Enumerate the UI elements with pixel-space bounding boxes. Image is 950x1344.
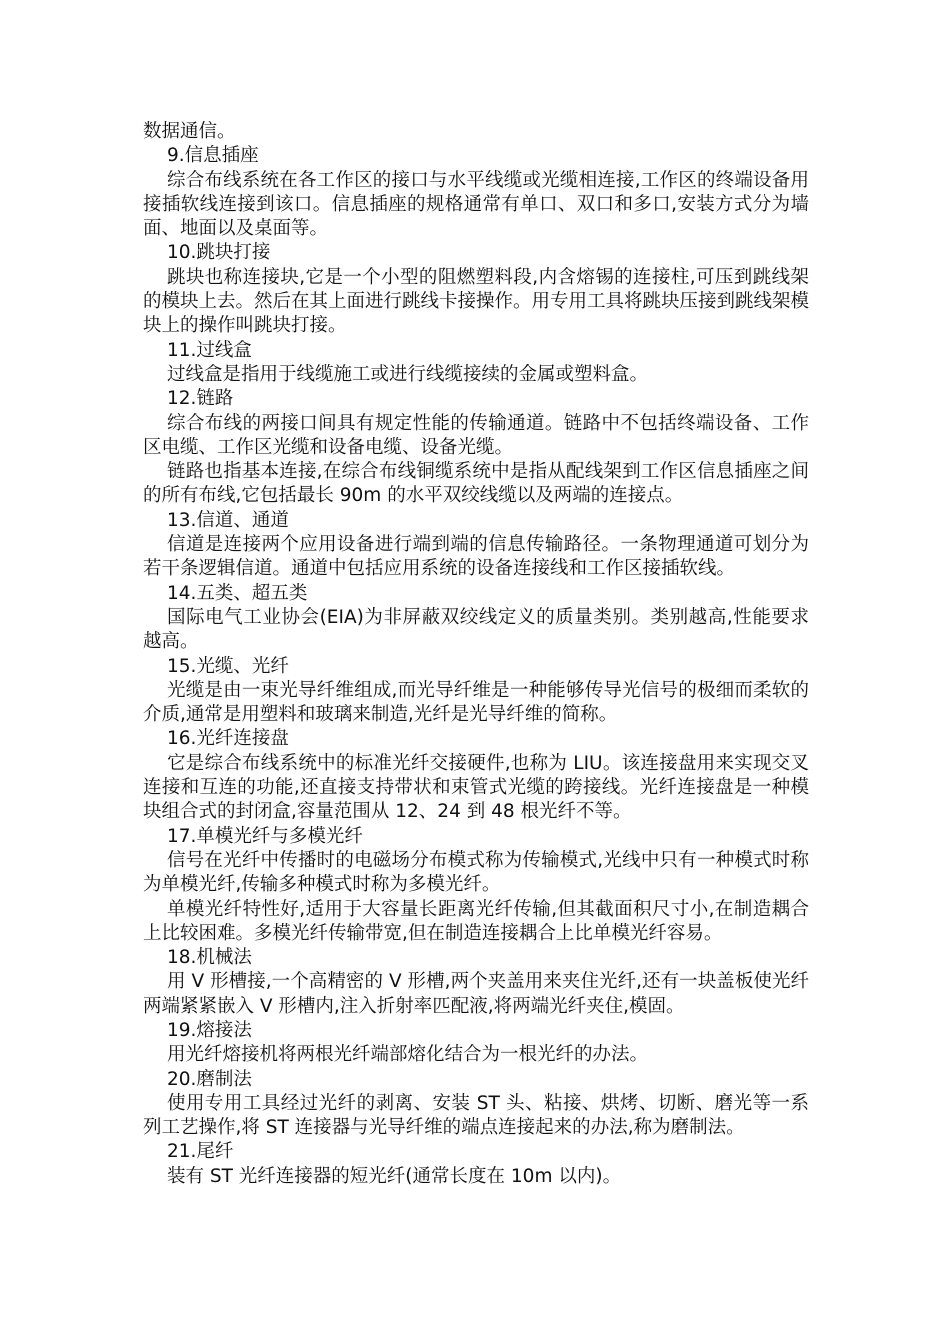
section-heading: 12.链路 [167, 388, 234, 410]
section-heading: 9.信息插座 [167, 145, 259, 167]
paragraph: 用光纤熔接机将两根光纤端部熔化结合为一根光纤的办法。 [167, 1044, 649, 1066]
section-heading: 11.过线盒 [167, 339, 252, 361]
paragraph: 链路也指基本连接,在综合布线铜缆系统中是指从配线架到工作区信息插座之间的所有布线,它包括最长 90m 的水平双绞线缆以及两端的连接点。 [143, 461, 809, 507]
section-heading: 14.五类、超五类 [167, 582, 308, 604]
section-heading: 10.跳块打接 [167, 242, 271, 264]
paragraph: 装有 ST 光纤连接器的短光纤(通常长度在 10m 以内)。 [167, 1165, 622, 1187]
paragraph: 单模光纤特性好,适用于大容量长距离光纤传输,但其截面积尺寸小,在制造耦合上比较困难。多模光纤传输带宽,但在制造连接耦合上比单模光纤容易。 [143, 898, 809, 944]
paragraph: 国际电气工业协会(EIA)为非屏蔽双绞线定义的质量类别。类别越高,性能要求越高。 [143, 606, 809, 653]
paragraph: 使用专用工具经过光纤的剥离、安装 ST 头、粘接、烘烤、切断、磨光等一系列工艺操作,将 ST 连接器与光导纤维的端点连接起来的办法,称为磨制法。 [143, 1092, 809, 1139]
section-heading: 18.机械法 [167, 947, 252, 969]
paragraph: 跳块也称连接块,它是一个小型的阻燃塑料段,内含熔锡的连接柱,可压到跳线架的模块上去。然后在其上面进行跳线卡接操作。用专用工具将跳块压接到跳线架模块上的操作叫跳块打接。 [143, 266, 810, 337]
paragraph: 它是综合布线系统中的标准光纤交接硬件,也称为 LIU。该连接盘用来实现交叉连接和互连的功能,还直接支持带状和束管式光缆的跨接线。光纤连接盘是一种模块组合式的封闭盒,容量范围从 12、24 到 48 根光纤不等。 [143, 752, 809, 823]
section-heading: 13.信道、通道 [167, 509, 289, 531]
section-heading: 16.光纤连接盘 [167, 728, 289, 750]
document-page [143, 120, 809, 1189]
section-heading: 21.尾纤 [167, 1141, 234, 1163]
paragraph: 综合布线系统在各工作区的接口与水平线缆或光缆相连接,工作区的终端设备用接插软线连接到该口。信息插座的规格通常有单口、双口和多口,安装方式分为墙面、地面以及桌面等。 [143, 169, 809, 240]
paragraph: 用 V 形槽接,一个高精密的 V 形槽,两个夹盖用来夹住光纤,还有一块盖板使光纤两端紧紧嵌入 V 形槽内,注入折射率匹配液,将两端光纤夹住,模固。 [143, 971, 809, 1017]
section-heading: 19.熔接法 [167, 1019, 252, 1041]
paragraph: 综合布线的两接口间具有规定性能的传输通道。链路中不包括终端设备、工作区电缆、工作区光缆和设备电缆、设备光缆。 [143, 412, 809, 458]
paragraph: 光缆是由一束光导纤维组成,而光导纤维是一种能够传导光信号的极细而柔软的介质,通常是用塑料和玻璃来制造,光纤是光导纤维的简称。 [143, 679, 809, 726]
paragraph-continuation: 数据通信。 [143, 121, 236, 142]
section-heading: 15.光缆、光纤 [167, 655, 289, 677]
paragraph: 信号在光纤中传播时的电磁场分布模式称为传输模式,光线中只有一种模式时称为单模光纤,传输多种模式时称为多模光纤。 [143, 849, 809, 896]
paragraph: 过线盒是指用于线缆施工或进行线缆接续的金属或塑料盒。 [167, 363, 649, 385]
section-heading: 20.磨制法 [167, 1068, 252, 1090]
paragraph: 信道是连接两个应用设备进行端到端的信息传输路径。一条物理通道可划分为若干条逻辑信道。通道中包括应用系统的设备连接线和工作区接插软线。 [143, 534, 809, 580]
section-heading: 17.单模光纤与多模光纤 [167, 825, 363, 847]
